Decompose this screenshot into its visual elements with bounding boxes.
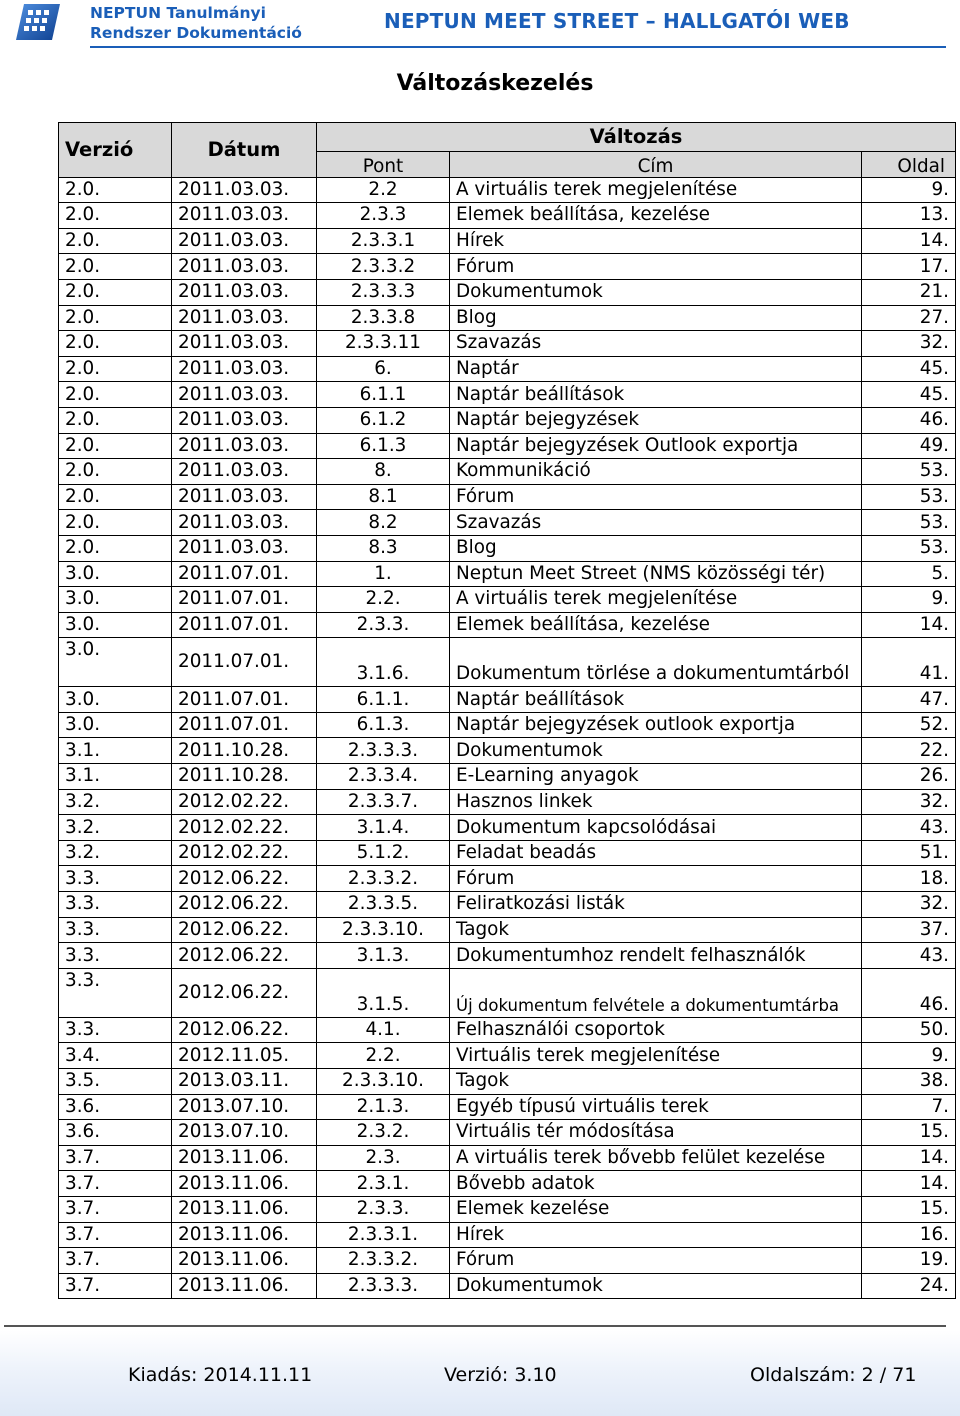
row-version: 3.0. bbox=[59, 561, 172, 587]
row-date: 2011.07.01. bbox=[172, 561, 317, 587]
row-point: 2.3.3.2 bbox=[317, 254, 450, 280]
table-row bbox=[59, 433, 956, 459]
change-log-header bbox=[59, 123, 956, 178]
row-point: 2.3.3.3 bbox=[317, 279, 450, 305]
row-version: 3.7. bbox=[59, 1196, 172, 1222]
row-point: 6.1.1 bbox=[317, 382, 450, 408]
row-date: 2011.03.03. bbox=[172, 459, 317, 485]
row-version: 3.7. bbox=[59, 1222, 172, 1248]
table-row bbox=[59, 866, 956, 892]
row-page: 14. bbox=[862, 612, 956, 638]
header-change: Változás bbox=[317, 123, 956, 152]
table-row bbox=[59, 968, 956, 1017]
row-point: 2.3.3 bbox=[317, 203, 450, 229]
row-page: 53. bbox=[862, 510, 956, 536]
row-version: 2.0. bbox=[59, 305, 172, 331]
row-title: Blog bbox=[450, 305, 862, 331]
row-date: 2011.03.03. bbox=[172, 228, 317, 254]
table-row bbox=[59, 1069, 956, 1095]
table-row bbox=[59, 1120, 956, 1146]
row-title: Naptár bejegyzések bbox=[450, 407, 862, 433]
row-point: 6.1.1. bbox=[317, 687, 450, 713]
row-title: Dokumentum kapcsolódásai bbox=[450, 815, 862, 841]
row-point: 2.3. bbox=[317, 1145, 450, 1171]
change-log-table bbox=[58, 122, 956, 1299]
neptun-logo-icon bbox=[14, 2, 62, 42]
table-row bbox=[59, 943, 956, 969]
row-date: 2011.03.03. bbox=[172, 279, 317, 305]
row-date: 2011.07.01. bbox=[172, 612, 317, 638]
table-row bbox=[59, 382, 956, 408]
row-date: 2013.11.06. bbox=[172, 1145, 317, 1171]
row-date: 2011.07.01. bbox=[172, 587, 317, 613]
row-version: 2.0. bbox=[59, 279, 172, 305]
row-title: Elemek kezelése bbox=[450, 1196, 862, 1222]
row-page: 15. bbox=[862, 1120, 956, 1146]
row-date: 2012.02.22. bbox=[172, 789, 317, 815]
table-row bbox=[59, 305, 956, 331]
row-page: 9. bbox=[862, 177, 956, 203]
row-title: Virtuális tér módosítása bbox=[450, 1120, 862, 1146]
row-title: Naptár beállítások bbox=[450, 382, 862, 408]
row-point: 8.2 bbox=[317, 510, 450, 536]
row-point: 2.3.3.3. bbox=[317, 738, 450, 764]
row-point: 2.3.3.2. bbox=[317, 1248, 450, 1274]
row-page: 41. bbox=[862, 638, 956, 687]
row-title: Szavazás bbox=[450, 510, 862, 536]
brand bbox=[90, 3, 302, 43]
row-point: 8.1 bbox=[317, 484, 450, 510]
footer-version: Verzió: 3.10 bbox=[444, 1364, 557, 1386]
row-date: 2012.11.05. bbox=[172, 1043, 317, 1069]
row-title: Naptár bejegyzések Outlook exportja bbox=[450, 433, 862, 459]
table-row bbox=[59, 1273, 956, 1299]
table-row bbox=[59, 484, 956, 510]
row-title: Fórum bbox=[450, 484, 862, 510]
row-date: 2012.02.22. bbox=[172, 840, 317, 866]
page-title: Változáskezelés bbox=[396, 71, 594, 96]
row-title: Új dokumentum felvétele a dokumentumtárba bbox=[450, 968, 862, 1017]
row-point: 8.3 bbox=[317, 535, 450, 561]
row-title: Naptár bejegyzések outlook exportja bbox=[450, 712, 862, 738]
row-date: 2011.07.01. bbox=[172, 638, 317, 687]
row-point: 2.3.3.10. bbox=[317, 917, 450, 943]
row-version: 3.3. bbox=[59, 943, 172, 969]
table-row bbox=[59, 535, 956, 561]
row-title: A virtuális terek megjelenítése bbox=[450, 177, 862, 203]
row-version: 2.0. bbox=[59, 331, 172, 357]
row-point: 2.3.3.8 bbox=[317, 305, 450, 331]
row-version: 3.0. bbox=[59, 612, 172, 638]
row-page: 14. bbox=[862, 1145, 956, 1171]
table-row bbox=[59, 459, 956, 485]
row-point: 2.3.2. bbox=[317, 1120, 450, 1146]
row-title: Tagok bbox=[450, 1069, 862, 1095]
row-date: 2011.07.01. bbox=[172, 687, 317, 713]
row-point: 8. bbox=[317, 459, 450, 485]
row-date: 2013.07.10. bbox=[172, 1094, 317, 1120]
row-title: Feladat beadás bbox=[450, 840, 862, 866]
row-date: 2011.03.03. bbox=[172, 535, 317, 561]
table-row bbox=[59, 789, 956, 815]
row-version: 3.0. bbox=[59, 712, 172, 738]
table-row bbox=[59, 203, 956, 229]
change-log-body bbox=[59, 177, 956, 1299]
row-title: Dokumentumok bbox=[450, 738, 862, 764]
row-page: 43. bbox=[862, 943, 956, 969]
row-title: E-Learning anyagok bbox=[450, 764, 862, 790]
row-page: 21. bbox=[862, 279, 956, 305]
row-date: 2012.06.22. bbox=[172, 866, 317, 892]
row-title: Felhasználói csoportok bbox=[450, 1017, 862, 1043]
row-version: 3.2. bbox=[59, 789, 172, 815]
table-row bbox=[59, 254, 956, 280]
row-page: 15. bbox=[862, 1196, 956, 1222]
row-page: 51. bbox=[862, 840, 956, 866]
row-page: 32. bbox=[862, 789, 956, 815]
row-date: 2012.06.22. bbox=[172, 1017, 317, 1043]
row-date: 2012.02.22. bbox=[172, 815, 317, 841]
row-page: 32. bbox=[862, 892, 956, 918]
row-date: 2011.07.01. bbox=[172, 712, 317, 738]
row-date: 2011.03.03. bbox=[172, 484, 317, 510]
row-version: 2.0. bbox=[59, 228, 172, 254]
row-date: 2011.10.28. bbox=[172, 764, 317, 790]
row-title: Egyéb típusú virtuális terek bbox=[450, 1094, 862, 1120]
brand-line-1: NEPTUN Tanulmányi bbox=[90, 4, 266, 22]
table-row bbox=[59, 561, 956, 587]
row-page: 47. bbox=[862, 687, 956, 713]
row-version: 2.0. bbox=[59, 484, 172, 510]
row-title: Naptár beállítások bbox=[450, 687, 862, 713]
header-divider bbox=[90, 46, 946, 48]
row-point: 4.1. bbox=[317, 1017, 450, 1043]
row-title: Fórum bbox=[450, 254, 862, 280]
row-date: 2013.11.06. bbox=[172, 1273, 317, 1299]
row-title: Tagok bbox=[450, 917, 862, 943]
row-version: 3.1. bbox=[59, 738, 172, 764]
row-point: 6.1.3 bbox=[317, 433, 450, 459]
row-point: 2.3.3. bbox=[317, 1196, 450, 1222]
row-page: 19. bbox=[862, 1248, 956, 1274]
row-point: 2.3.3.10. bbox=[317, 1069, 450, 1095]
row-page: 43. bbox=[862, 815, 956, 841]
row-page: 38. bbox=[862, 1069, 956, 1095]
table-row bbox=[59, 228, 956, 254]
row-point: 2.3.3.3. bbox=[317, 1273, 450, 1299]
row-page: 26. bbox=[862, 764, 956, 790]
row-date: 2011.03.03. bbox=[172, 407, 317, 433]
row-version: 3.1. bbox=[59, 764, 172, 790]
row-title: Virtuális terek megjelenítése bbox=[450, 1043, 862, 1069]
row-point: 6. bbox=[317, 356, 450, 382]
row-date: 2011.03.03. bbox=[172, 356, 317, 382]
row-page: 17. bbox=[862, 254, 956, 280]
row-page: 7. bbox=[862, 1094, 956, 1120]
row-version: 3.6. bbox=[59, 1094, 172, 1120]
page-header bbox=[0, 0, 960, 50]
row-version: 3.2. bbox=[59, 840, 172, 866]
row-date: 2013.03.11. bbox=[172, 1069, 317, 1095]
row-version: 2.0. bbox=[59, 407, 172, 433]
row-page: 5. bbox=[862, 561, 956, 587]
row-page: 53. bbox=[862, 459, 956, 485]
row-point: 2.3.3.7. bbox=[317, 789, 450, 815]
row-page: 37. bbox=[862, 917, 956, 943]
row-version: 3.0. bbox=[59, 687, 172, 713]
row-version: 3.3. bbox=[59, 968, 172, 1017]
row-title: A virtuális terek megjelenítése bbox=[450, 587, 862, 613]
row-page: 49. bbox=[862, 433, 956, 459]
header-date: Dátum bbox=[172, 123, 317, 178]
row-page: 27. bbox=[862, 305, 956, 331]
footer-issue-date: Kiadás: 2014.11.11 bbox=[128, 1364, 313, 1386]
table-row bbox=[59, 1094, 956, 1120]
row-page: 13. bbox=[862, 203, 956, 229]
row-date: 2011.03.03. bbox=[172, 305, 317, 331]
table-row bbox=[59, 1196, 956, 1222]
header-point: Pont bbox=[317, 152, 450, 178]
row-version: 2.0. bbox=[59, 459, 172, 485]
table-row bbox=[59, 356, 956, 382]
row-version: 2.0. bbox=[59, 177, 172, 203]
row-title: Neptun Meet Street (NMS közösségi tér) bbox=[450, 561, 862, 587]
row-version: 2.0. bbox=[59, 254, 172, 280]
table-row bbox=[59, 840, 956, 866]
row-point: 2.3.1. bbox=[317, 1171, 450, 1197]
row-page: 9. bbox=[862, 1043, 956, 1069]
row-title: Hírek bbox=[450, 228, 862, 254]
row-date: 2011.10.28. bbox=[172, 738, 317, 764]
row-page: 52. bbox=[862, 712, 956, 738]
row-version: 3.7. bbox=[59, 1248, 172, 1274]
row-date: 2012.06.22. bbox=[172, 917, 317, 943]
row-point: 6.1.3. bbox=[317, 712, 450, 738]
row-version: 3.3. bbox=[59, 1017, 172, 1043]
row-title: Hírek bbox=[450, 1222, 862, 1248]
row-version: 2.0. bbox=[59, 356, 172, 382]
row-point: 2.2 bbox=[317, 177, 450, 203]
table-row bbox=[59, 815, 956, 841]
row-version: 3.5. bbox=[59, 1069, 172, 1095]
row-version: 3.6. bbox=[59, 1120, 172, 1146]
row-date: 2012.06.22. bbox=[172, 943, 317, 969]
footer-page-number: Oldalszám: 2 / 71 bbox=[750, 1364, 917, 1386]
row-date: 2011.03.03. bbox=[172, 177, 317, 203]
row-title: A virtuális terek bővebb felület kezelése bbox=[450, 1145, 862, 1171]
table-row bbox=[59, 738, 956, 764]
table-row bbox=[59, 892, 956, 918]
row-title: Kommunikáció bbox=[450, 459, 862, 485]
row-title: Szavazás bbox=[450, 331, 862, 357]
header-page: Oldal bbox=[862, 152, 956, 178]
row-point: 1. bbox=[317, 561, 450, 587]
row-point: 2.3.3.5. bbox=[317, 892, 450, 918]
row-title: Dokumentum törlése a dokumentumtárból bbox=[450, 638, 862, 687]
row-title: Bővebb adatok bbox=[450, 1171, 862, 1197]
table-row bbox=[59, 1017, 956, 1043]
row-version: 2.0. bbox=[59, 535, 172, 561]
row-title: Dokumentumhoz rendelt felhasználók bbox=[450, 943, 862, 969]
row-date: 2011.03.03. bbox=[172, 331, 317, 357]
row-date: 2013.11.06. bbox=[172, 1222, 317, 1248]
row-title: Elemek beállítása, kezelése bbox=[450, 203, 862, 229]
table-row bbox=[59, 331, 956, 357]
row-date: 2011.03.03. bbox=[172, 382, 317, 408]
row-point: 2.1.3. bbox=[317, 1094, 450, 1120]
row-version: 3.3. bbox=[59, 892, 172, 918]
row-page: 53. bbox=[862, 484, 956, 510]
row-point: 3.1.6. bbox=[317, 638, 450, 687]
row-point: 2.2. bbox=[317, 1043, 450, 1069]
row-page: 14. bbox=[862, 228, 956, 254]
row-version: 3.3. bbox=[59, 917, 172, 943]
table-row bbox=[59, 1248, 956, 1274]
row-page: 24. bbox=[862, 1273, 956, 1299]
row-page: 45. bbox=[862, 356, 956, 382]
row-version: 2.0. bbox=[59, 203, 172, 229]
row-version: 3.7. bbox=[59, 1171, 172, 1197]
table-row bbox=[59, 764, 956, 790]
row-title: Fórum bbox=[450, 866, 862, 892]
table-row bbox=[59, 1145, 956, 1171]
table-row bbox=[59, 510, 956, 536]
table-row bbox=[59, 1222, 956, 1248]
header-title: NEPTUN MEET STREET – HALLGATÓI WEB bbox=[384, 9, 850, 33]
row-version: 3.0. bbox=[59, 587, 172, 613]
row-date: 2013.11.06. bbox=[172, 1248, 317, 1274]
row-version: 3.2. bbox=[59, 815, 172, 841]
row-point: 2.2. bbox=[317, 587, 450, 613]
table-row bbox=[59, 407, 956, 433]
row-point: 3.1.3. bbox=[317, 943, 450, 969]
row-version: 3.7. bbox=[59, 1273, 172, 1299]
row-title: Hasznos linkek bbox=[450, 789, 862, 815]
row-version: 3.4. bbox=[59, 1043, 172, 1069]
row-title: Feliratkozási listák bbox=[450, 892, 862, 918]
row-point: 2.3.3.4. bbox=[317, 764, 450, 790]
table-row bbox=[59, 917, 956, 943]
row-date: 2011.03.03. bbox=[172, 254, 317, 280]
row-version: 2.0. bbox=[59, 382, 172, 408]
row-point: 2.3.3.1. bbox=[317, 1222, 450, 1248]
row-title: Blog bbox=[450, 535, 862, 561]
row-date: 2011.03.03. bbox=[172, 433, 317, 459]
table-row bbox=[59, 612, 956, 638]
row-page: 32. bbox=[862, 331, 956, 357]
row-page: 46. bbox=[862, 407, 956, 433]
row-date: 2011.03.03. bbox=[172, 203, 317, 229]
row-page: 53. bbox=[862, 535, 956, 561]
row-point: 2.3.3.1 bbox=[317, 228, 450, 254]
row-point: 3.1.5. bbox=[317, 968, 450, 1017]
row-point: 3.1.4. bbox=[317, 815, 450, 841]
footer-divider bbox=[4, 1325, 946, 1327]
header-title: Cím bbox=[450, 152, 862, 178]
row-version: 2.0. bbox=[59, 433, 172, 459]
table-row bbox=[59, 712, 956, 738]
row-title: Elemek beállítása, kezelése bbox=[450, 612, 862, 638]
row-page: 46. bbox=[862, 968, 956, 1017]
row-point: 2.3.3.11 bbox=[317, 331, 450, 357]
table-row bbox=[59, 279, 956, 305]
table-row bbox=[59, 177, 956, 203]
row-title: Fórum bbox=[450, 1248, 862, 1274]
row-page: 9. bbox=[862, 587, 956, 613]
row-date: 2013.11.06. bbox=[172, 1171, 317, 1197]
row-page: 16. bbox=[862, 1222, 956, 1248]
row-date: 2013.07.10. bbox=[172, 1120, 317, 1146]
row-point: 5.1.2. bbox=[317, 840, 450, 866]
row-point: 2.3.3. bbox=[317, 612, 450, 638]
row-point: 2.3.3.2. bbox=[317, 866, 450, 892]
table-row bbox=[59, 587, 956, 613]
row-page: 18. bbox=[862, 866, 956, 892]
row-title: Dokumentumok bbox=[450, 1273, 862, 1299]
row-date: 2013.11.06. bbox=[172, 1196, 317, 1222]
row-title: Naptár bbox=[450, 356, 862, 382]
row-version: 3.3. bbox=[59, 866, 172, 892]
row-page: 22. bbox=[862, 738, 956, 764]
row-version: 3.0. bbox=[59, 638, 172, 687]
row-date: 2011.03.03. bbox=[172, 510, 317, 536]
row-title: Dokumentumok bbox=[450, 279, 862, 305]
table-row bbox=[59, 638, 956, 687]
row-version: 2.0. bbox=[59, 510, 172, 536]
row-page: 45. bbox=[862, 382, 956, 408]
row-date: 2012.06.22. bbox=[172, 968, 317, 1017]
table-row bbox=[59, 687, 956, 713]
row-page: 14. bbox=[862, 1171, 956, 1197]
brand-line-2: Rendszer Dokumentáció bbox=[90, 24, 302, 42]
table-row bbox=[59, 1171, 956, 1197]
row-version: 3.7. bbox=[59, 1145, 172, 1171]
row-point: 6.1.2 bbox=[317, 407, 450, 433]
row-page: 50. bbox=[862, 1017, 956, 1043]
header-version: Verzió bbox=[59, 123, 172, 178]
table-row bbox=[59, 1043, 956, 1069]
row-date: 2012.06.22. bbox=[172, 892, 317, 918]
